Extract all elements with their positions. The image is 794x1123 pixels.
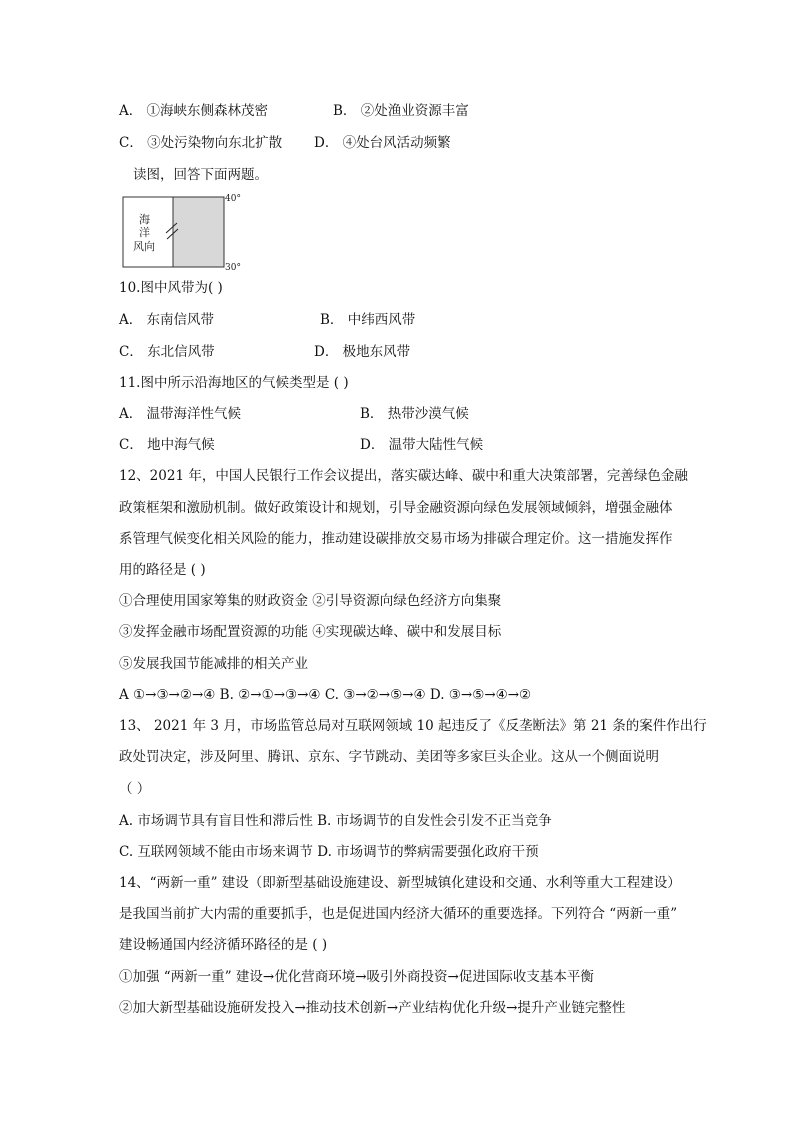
q12-line-2: 政策框架和激励机制。做好政策设计和规划，引导金融资源向绿色发展领域倾斜，增强金融体	[119, 500, 673, 516]
q14-line-2: 是我国当前扩大内需的重要抓手，也是促进国内经济大循环的重要选择。下列符合 “两新一重”	[119, 906, 678, 922]
q14-line-3: 建设畅通国内经济循环路径的是 ( )	[119, 937, 328, 953]
latitude-bottom-label: 30°	[225, 263, 241, 273]
q9-option-c: C． ③处污染物向东北扩散	[119, 135, 283, 151]
q10-option-d: D． 极地东风带	[314, 344, 411, 360]
q12-options: A ①→③→②→④ B. ②→①→③→④ C. ③→②→⑤→④ D. ③→⑤→④→②	[119, 687, 532, 703]
wind-belt-figure	[121, 193, 251, 273]
q13-options-cd: C. 互联网领域不能由市场来调节 D. 市场调节的弊病需要强化政府干预	[119, 844, 539, 860]
q9-option-a: A． ①海峡东侧森林茂密	[119, 103, 269, 119]
q13-line-2: 政处罚决定，涉及阿里、腾讯、京东、字节跳动、美团等多家巨头企业。这从一个侧面说明	[119, 749, 659, 765]
wind-label: 风向	[133, 240, 155, 253]
q10-option-b: B． 中纬西风带	[320, 312, 416, 328]
q12-line-1: 12、2021 年，中国人民银行工作会议提出，落实碳达峰、碳中和重大决策部署，完善绿色金融	[119, 468, 688, 484]
q9-option-d: D． ④处台风活动频繁	[314, 135, 451, 151]
q12-line-4: 用的路径是 ( )	[119, 562, 206, 578]
q14-item-2: ②加大新型基础设施研发投入→推动技术创新→产业结构优化升级→提升产业链完整性	[119, 1000, 626, 1016]
ocean-label-2: 洋	[139, 226, 150, 239]
q11-option-c: C． 地中海气候	[119, 437, 215, 453]
q10-option-a: A． 东南信风带	[119, 312, 215, 328]
q12-line-3: 系管理气候变化相关风险的能力，推动建设碳排放交易市场为排碳合理定价。这一措施发挥作	[119, 531, 673, 547]
q12-item-3: ⑤发展我国节能减排的相关产业	[119, 656, 308, 672]
q12-item-1: ①合理使用国家筹集的财政资金 ②引导资源向绿色经济方向集聚	[119, 593, 502, 609]
q13-line-3: （ ）	[119, 781, 151, 797]
figure-intro: 读图，回答下面两题。	[133, 167, 268, 183]
q11-option-d: D． 温带大陆性气候	[360, 437, 484, 453]
q10-stem: 10.图中风带为( )	[119, 280, 223, 296]
q11-stem: 11.图中所示沿海地区的气候类型是 ( )	[119, 375, 349, 391]
latitude-top-label: 40°	[225, 194, 241, 204]
q14-line-1: 14、“两新一重” 建设（即新型基础设施建设、新型城镇化建设和交通、水利等重大工程建设）	[119, 875, 681, 891]
q14-item-1: ①加强 “两新一重” 建设→优化营商环境→吸引外商投资→促进国际收支基本平衡	[119, 969, 594, 985]
ocean-label-1: 海	[139, 213, 150, 226]
q13-options-ab: A. 市场调节具有盲目性和滞后性 B. 市场调节的自发性会引发不正当竞争	[119, 813, 552, 829]
q13-line-1: 13、 2021 年 3 月，市场监管总局对互联网领域 10 起违反了《反垄断法》第 21 条的案件作出行	[119, 718, 707, 734]
q9-option-b: B． ②处渔业资源丰富	[333, 103, 469, 119]
q10-option-c: C． 东北信风带	[119, 344, 215, 360]
q11-option-b: B． 热带沙漠气候	[360, 406, 469, 422]
q12-item-2: ③发挥金融市场配置资源的功能 ④实现碳达峰、碳中和发展目标	[119, 624, 502, 640]
q11-option-a: A． 温带海洋性气候	[119, 406, 242, 422]
